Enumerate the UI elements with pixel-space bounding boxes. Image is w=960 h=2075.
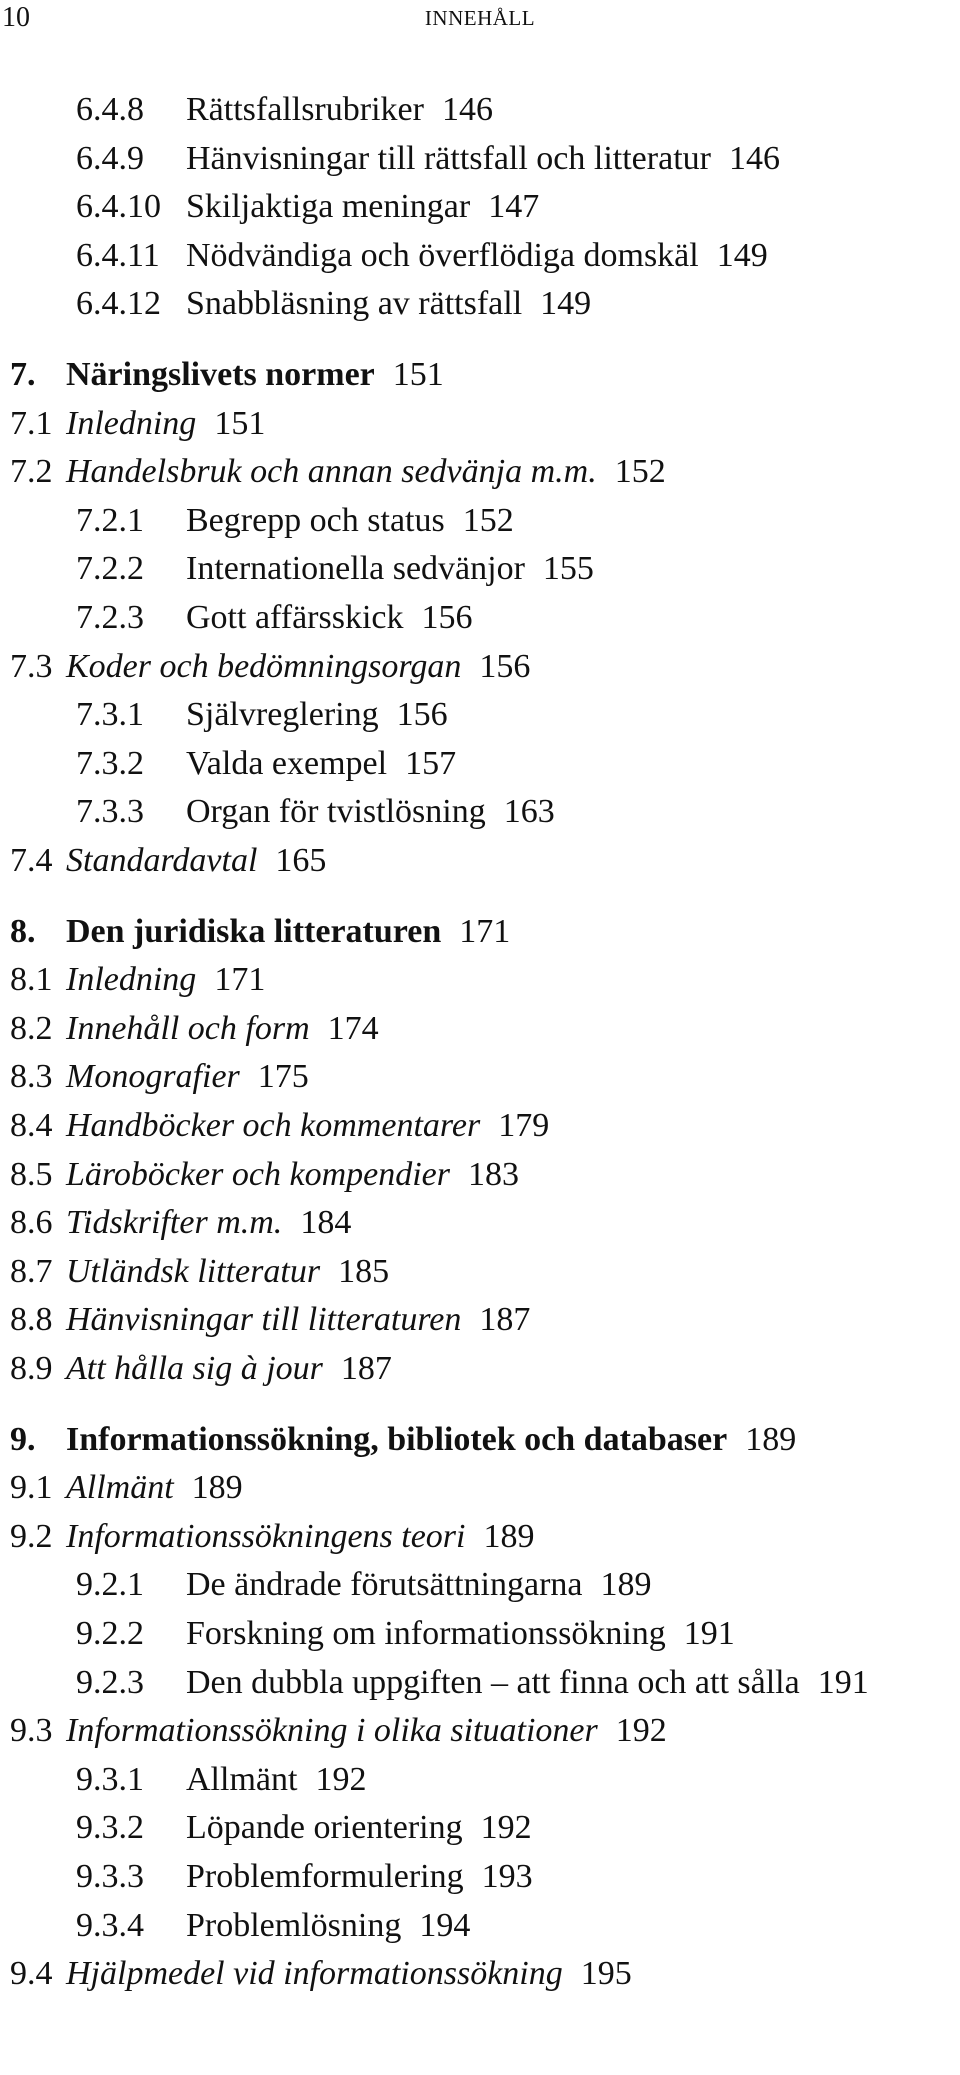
toc-entry-title: Valda exempel <box>186 744 388 782</box>
toc-entry-page: 156 <box>479 647 531 685</box>
toc-entry-page: 157 <box>405 744 457 782</box>
toc-entry-title: Skiljaktiga meningar <box>186 188 471 226</box>
toc-entry-title: Inledning <box>66 961 197 999</box>
toc-entry-number: 7.3.1 <box>76 696 144 734</box>
toc-subsection-entry <box>76 1853 533 1901</box>
toc-section-entry <box>10 837 326 885</box>
toc-entry-title: Läroböcker och kompendier <box>66 1155 450 1193</box>
toc-entry-title: Näringslivets normer <box>66 356 375 393</box>
toc-entry-title: Koder och bedömningsorgan <box>66 647 462 685</box>
toc-entry-title: Begrepp och status <box>186 501 445 539</box>
toc-section-entry <box>10 1464 243 1512</box>
toc-entry-page: 184 <box>300 1204 352 1242</box>
toc-entry-title: Internationella sedvänjor <box>186 550 525 588</box>
toc-entry-number: 8.1 <box>10 961 53 999</box>
toc-section-entry <box>10 400 265 448</box>
toc-entry-number: 9.2.3 <box>76 1663 144 1701</box>
toc-entry-page: 179 <box>498 1107 550 1144</box>
toc-entry-number: 7.2 <box>10 453 53 491</box>
toc-section-entry <box>10 956 265 1004</box>
toc-entry-number: 7.2.2 <box>76 550 144 588</box>
toc-entry-title: Den juridiska litteraturen <box>66 912 442 950</box>
toc-subsection-entry <box>76 86 493 134</box>
toc-subsection-entry <box>76 1659 869 1707</box>
toc-entry-title: Nödvändiga och överflödiga domskäl <box>186 236 699 274</box>
toc-entry-title: Hänvisningar till litteraturen <box>66 1301 462 1339</box>
toc-entry-title: Tidskrifter m.m. <box>66 1204 283 1242</box>
toc-entry-title: Snabbläsning av rättsfall <box>186 285 523 323</box>
toc-subsection-entry <box>76 691 448 739</box>
toc-entry-page: 191 <box>683 1615 735 1652</box>
toc-entry-page: 171 <box>214 961 266 999</box>
toc-entry-title: Löpande orientering <box>186 1809 463 1847</box>
toc-subsection-entry <box>76 788 555 836</box>
toc-entry-title: Problemformulering <box>186 1858 464 1895</box>
running-head: INNEHÅLL <box>424 6 536 30</box>
toc-entry-title: Allmänt <box>66 1469 174 1507</box>
toc-entry-page: 165 <box>275 842 327 879</box>
toc-entry-title: Självreglering <box>186 696 379 734</box>
toc-subsection-entry <box>76 1756 366 1804</box>
toc-entry-page: 189 <box>745 1420 797 1458</box>
toc-section-entry <box>10 1199 351 1247</box>
toc-entry-title: De ändrade förutsättningarna <box>186 1566 583 1604</box>
page-header <box>0 0 960 40</box>
toc-entry-page: 187 <box>340 1350 392 1387</box>
toc-entry-number: 9.4 <box>10 1955 53 1993</box>
toc-entry-page: 189 <box>483 1517 535 1555</box>
toc-subsection-entry <box>76 1561 652 1609</box>
toc-entry-page: 146 <box>441 91 493 128</box>
toc-entry-title: Utländsk litteratur <box>66 1252 321 1290</box>
toc-entry-number: 9.3.2 <box>76 1809 144 1847</box>
toc-entry-number: 8.4 <box>10 1107 53 1144</box>
toc-entry-page: 189 <box>191 1469 243 1507</box>
toc-entry-number: 7.3.2 <box>76 744 144 782</box>
toc-entry-number: 7.2.3 <box>76 599 144 636</box>
toc-entry-page: 171 <box>459 912 511 950</box>
toc-entry-number: 9.3.3 <box>76 1858 144 1895</box>
toc-entry-number: 8.6 <box>10 1204 53 1242</box>
toc-entry-page: 192 <box>615 1712 667 1750</box>
toc-entry-page: 147 <box>488 188 540 226</box>
toc-entry-number: 8.3 <box>10 1058 53 1096</box>
toc-entry-page: 151 <box>392 356 444 393</box>
toc-entry-number: 9. <box>10 1420 36 1458</box>
toc-section-entry <box>10 1102 549 1150</box>
toc-entry-title: Informationssökningens teori <box>66 1517 466 1555</box>
toc-entry-page: 175 <box>257 1058 309 1096</box>
toc-entry-number: 6.4.12 <box>76 285 161 323</box>
toc-chapter-entry <box>10 351 444 399</box>
toc-entry-page: 192 <box>480 1809 532 1847</box>
toc-entry-title: Inledning <box>66 404 197 442</box>
toc-entry-title: Forskning om informationssökning <box>186 1615 666 1652</box>
toc-subsection-entry <box>76 183 539 231</box>
toc-entry-number: 9.3 <box>10 1712 53 1750</box>
toc-entry-title: Hänvisningar till rättsfall och litteratur <box>186 139 711 177</box>
toc-entry-title: Standardavtal <box>66 842 258 879</box>
toc-entry-title: Den dubbla uppgiften – att finna och att sålla <box>186 1663 800 1701</box>
toc-entry-number: 6.4.11 <box>76 236 160 274</box>
toc-entry-page: 156 <box>421 599 473 636</box>
toc-section-entry <box>10 643 530 691</box>
toc-entry-title: Monografier <box>66 1058 240 1096</box>
toc-section-entry <box>10 1296 530 1344</box>
toc-entry-number: 8.5 <box>10 1155 53 1193</box>
page-number: 10 <box>2 2 30 33</box>
toc-entry-page: 194 <box>419 1906 471 1944</box>
toc-section-entry <box>10 1950 632 1998</box>
toc-entry-number: 9.2.1 <box>76 1566 144 1604</box>
toc-entry-page: 195 <box>580 1955 632 1993</box>
toc-entry-title: Handelsbruk och annan sedvänja m.m. <box>66 453 597 491</box>
toc-section-entry <box>10 1053 309 1101</box>
toc-section-entry <box>10 1248 389 1296</box>
toc-entry-number: 6.4.10 <box>76 188 161 226</box>
toc-subsection-entry <box>76 594 472 642</box>
toc-entry-number: 7. <box>10 356 36 393</box>
toc-subsection-entry <box>76 232 768 280</box>
toc-entry-title: Problemlösning <box>186 1906 402 1944</box>
toc-entry-page: 189 <box>600 1566 652 1604</box>
toc-section-entry <box>10 1151 519 1199</box>
toc-entry-page: 185 <box>338 1252 390 1290</box>
toc-entry-page: 174 <box>327 1009 379 1047</box>
toc-entry-title: Informationssökning i olika situationer <box>66 1712 598 1750</box>
toc-entry-number: 8.7 <box>10 1252 53 1290</box>
toc-section-entry <box>10 1513 534 1561</box>
toc-entry-title: Innehåll och form <box>66 1009 310 1047</box>
toc-entry-page: 151 <box>214 404 266 442</box>
toc-chapter-entry <box>10 1416 796 1464</box>
toc-section-entry <box>10 1345 392 1393</box>
toc-entry-page: 152 <box>614 453 666 491</box>
toc-entry-number: 7.3.3 <box>76 793 144 831</box>
toc-entry-number: 9.1 <box>10 1469 53 1507</box>
toc-entry-number: 7.2.1 <box>76 501 144 539</box>
toc-section-entry <box>10 1005 379 1053</box>
toc-entry-title: Allmänt <box>186 1760 298 1798</box>
toc-entry-page: 191 <box>817 1663 869 1701</box>
toc-entry-page: 156 <box>396 696 448 734</box>
toc-section-entry <box>10 448 666 496</box>
toc-entry-page: 192 <box>315 1760 367 1798</box>
toc-entry-number: 7.1 <box>10 404 53 442</box>
toc-entry-title: Organ för tvistlösning <box>186 793 486 831</box>
toc-subsection-entry <box>76 1610 735 1658</box>
toc-entry-number: 9.3.1 <box>76 1760 144 1798</box>
toc-subsection-entry <box>76 1902 470 1950</box>
toc-entry-title: Rättsfallsrubriker <box>186 91 424 128</box>
toc-entry-title: Informationssökning, bibliotek och databaser <box>66 1420 728 1458</box>
toc-entry-page: 193 <box>481 1858 533 1895</box>
toc-entry-number: 8.2 <box>10 1009 53 1047</box>
toc-entry-number: 6.4.8 <box>76 91 144 128</box>
toc-entry-page: 146 <box>728 139 780 177</box>
toc-entry-title: Hjälpmedel vid informationssökning <box>66 1955 563 1993</box>
toc-entry-page: 183 <box>467 1155 519 1193</box>
toc-entry-page: 149 <box>716 236 768 274</box>
toc-subsection-entry <box>76 280 591 328</box>
toc-subsection-entry <box>76 545 594 593</box>
toc-entry-page: 152 <box>462 501 514 539</box>
toc-entry-number: 6.4.9 <box>76 139 144 177</box>
toc-entry-number: 7.3 <box>10 647 53 685</box>
toc-subsection-entry <box>76 135 780 183</box>
toc-entry-number: 9.2 <box>10 1517 53 1555</box>
toc-section-entry <box>10 1707 667 1755</box>
toc-chapter-entry <box>10 908 510 956</box>
toc-entry-page: 149 <box>540 285 592 323</box>
toc-subsection-entry <box>76 740 456 788</box>
toc-entry-number: 8.8 <box>10 1301 53 1339</box>
toc-subsection-entry <box>76 1804 532 1852</box>
toc-entry-number: 9.2.2 <box>76 1615 144 1652</box>
toc-entry-page: 155 <box>542 550 594 588</box>
toc-entry-title: Handböcker och kommentarer <box>66 1107 481 1144</box>
toc-entry-title: Gott affärsskick <box>186 599 404 636</box>
toc-entry-page: 163 <box>503 793 555 831</box>
toc-entry-number: 8.9 <box>10 1350 53 1387</box>
toc-entry-page: 187 <box>479 1301 531 1339</box>
toc-subsection-entry <box>76 497 514 545</box>
toc-entry-number: 7.4 <box>10 842 53 879</box>
toc-entry-number: 8. <box>10 912 36 950</box>
toc-entry-number: 9.3.4 <box>76 1906 144 1944</box>
toc-entry-title: Att hålla sig à jour <box>66 1350 323 1387</box>
